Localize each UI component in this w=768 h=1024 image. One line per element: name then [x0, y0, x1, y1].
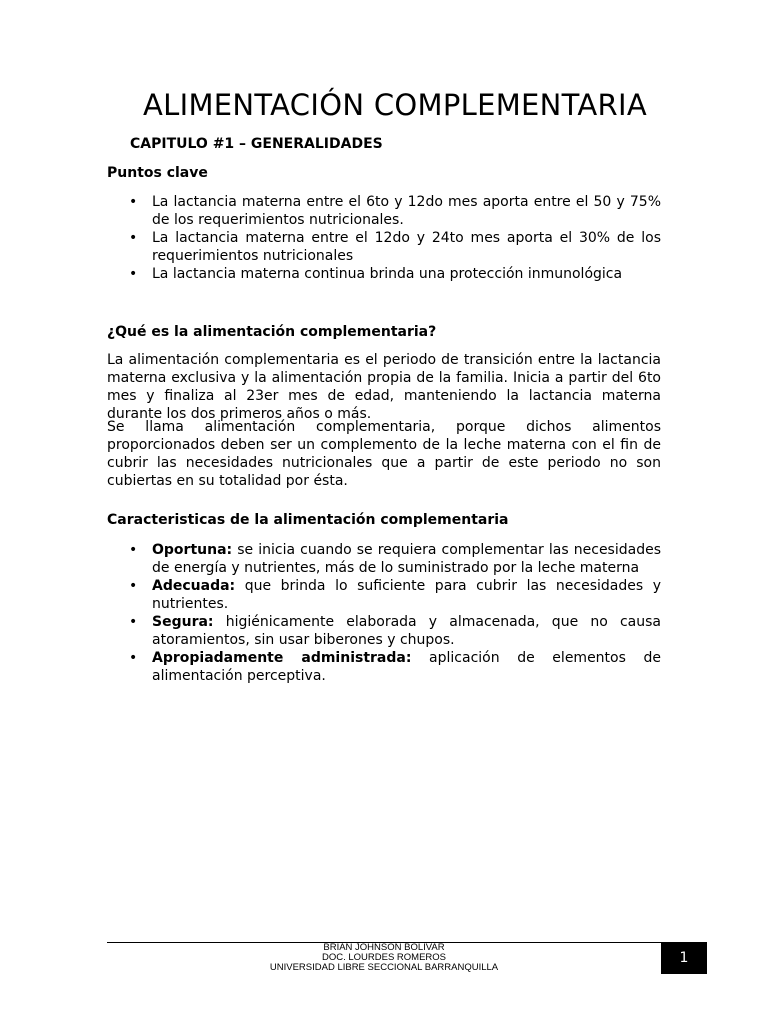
footer-teacher: DOC. LOURDES ROMEROS	[321, 952, 447, 963]
characteristic-term: Adecuada:	[152, 578, 236, 594]
characteristic-text: aplicación de elementos de alimentación perceptiva.	[152, 650, 662, 684]
footer	[107, 943, 661, 973]
what-is-heading: ¿Qué es la alimentación complementaria?	[107, 324, 437, 340]
footer-university: UNIVERSIDAD LIBRE SECCIONAL BARRANQUILLA	[269, 962, 499, 973]
key-point-text: La lactancia materna entre el 12do y 24to mes aporta el 30% de los requerimientos nutricionales	[152, 230, 661, 264]
characteristic-term: Apropiadamente administrada:	[152, 650, 412, 666]
list-item	[107, 229, 661, 265]
list-item	[107, 193, 661, 229]
bullet-icon: •	[129, 650, 138, 666]
characteristic-text: que brinda lo suficiente para cubrir las necesidades y nutrientes.	[152, 578, 661, 612]
characteristic-term: Oportuna:	[152, 542, 233, 558]
bullet-icon: •	[129, 266, 138, 282]
characteristics-list	[107, 541, 661, 685]
key-points-list	[107, 193, 661, 283]
list-item	[107, 613, 661, 649]
bullet-icon: •	[129, 194, 138, 210]
list-item	[107, 541, 661, 577]
page-number: 1	[661, 942, 707, 974]
document-title: ALIMENTACIÓN COMPLEMENTARIA	[143, 88, 647, 122]
what-is-paragraph-1: La alimentación complementaria es el periodo de transición entre la lactancia materna exclusiva y la alimentación propia de la familia. Inicia a partir del 6to mes y finaliza al 23er mes de edad, manteniendo la lactancia materna durante los dos primeros años o más.	[107, 352, 661, 422]
list-item	[107, 265, 661, 283]
characteristic-text: se inicia cuando se requiera complementar las necesidades de energía y nutrientes, más de lo suministrado por la leche materna	[152, 542, 661, 576]
bullet-icon: •	[129, 542, 138, 558]
key-point-text: La lactancia materna continua brinda una protección inmunológica	[152, 266, 623, 282]
footer-author: BRIAN JOHNSON BOLÍVAR	[323, 942, 445, 953]
bullet-icon: •	[129, 230, 138, 246]
characteristic-term: Segura:	[152, 614, 214, 630]
bullet-icon: •	[129, 578, 138, 594]
chapter-heading: CAPITULO #1 – GENERALIDADES	[130, 136, 383, 152]
characteristics-heading: Caracteristicas de la alimentación complementaria	[107, 512, 509, 528]
characteristic-text: higiénicamente elaborada y almacenada, que no causa atoramientos, sin usar biberones y chupos.	[152, 614, 661, 648]
key-points-heading: Puntos clave	[107, 165, 208, 181]
what-is-paragraph-2: Se llama alimentación complementaria, porque dichos alimentos proporcionados deben ser un complemento de la leche materna con el fin de cubrir las necesidades nutricionales que a partir de este periodo no son cubiertas en su totalidad por ésta.	[107, 419, 661, 489]
key-point-text: La lactancia materna entre el 6to y 12do mes aporta entre el 50 y 75% de los requerimientos nutricionales.	[152, 194, 661, 228]
list-item	[107, 649, 661, 685]
list-item	[107, 577, 661, 613]
bullet-icon: •	[129, 614, 138, 630]
